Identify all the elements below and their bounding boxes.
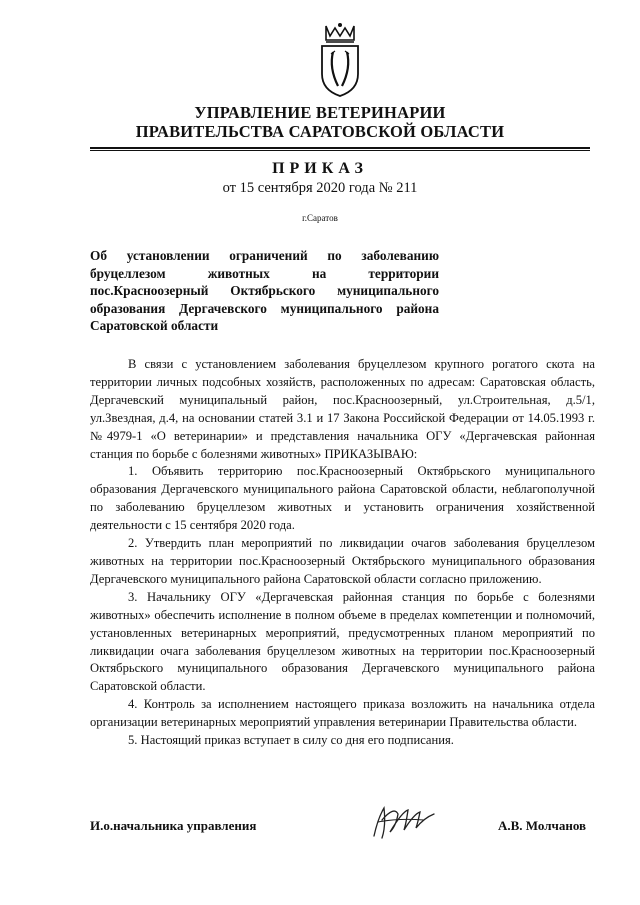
document-title: ПРИКАЗ: [272, 160, 368, 177]
header-divider-thin: [90, 150, 590, 151]
header-divider: [90, 147, 590, 149]
preamble-paragraph: В связи с установлением заболевания бруцеллезом крупного рогатого скота на территории личных подсобных хозяйств, расположенных по адресам: Саратовская область, Дергачевский муниципальный район, пос.Красноозерный, ул.Строительная, д.5/1, ул.Звездная, д.4, на основании статей 3.1 и 17 Закона Российской Федерации от 14.05.1993 г. №4979-1 «О ветеринарии» и представления начальника ОГУ «Дергачевская районная станция по борьбе с болезнями животных» ПРИКАЗЫВАЮ:: [90, 357, 595, 461]
order-body: [90, 356, 595, 750]
organization-name-line1: УПРАВЛЕНИЕ ВЕТЕРИНАРИИ: [194, 103, 446, 122]
order-item-3: 3. Начальнику ОГУ «Дергачевская районная станция по борьбе с болезнями животных» обеспечить исполнение в полном объеме в пределах компетенции и полномочий, установленных ветеринарных мероприятий, предусмотренных планом мероприятий по ликвидации очага заболевания бруцеллезом животных на территории пос.Красноозерный Октябрьского муниципального образования Дергачевского муниципального района Саратовской области.: [90, 589, 595, 694]
subject-line: Саратовской области: [90, 318, 219, 333]
order-subject: [90, 247, 439, 335]
signatory-name: А.В. Молчанов: [498, 818, 587, 833]
subject-line: Об установлении ограничений по заболеванию: [90, 248, 439, 263]
handwritten-signature: [368, 800, 438, 842]
subject-line: образования Дергачевского муниципального района: [90, 300, 439, 316]
order-item-5: 5. Настоящий приказ вступает в силу со дня его подписания.: [128, 733, 454, 748]
order-item-4: 4. Контроль за исполнением настоящего приказа возложить на начальника отдела организации ветеринарных мероприятий управления ветеринарии Правительства области.: [90, 697, 595, 730]
coat-of-arms-icon: [318, 22, 362, 98]
order-item-1: 1. Объявить территорию пос.Красноозерный Октябрьского муниципального образования Дергачевского муниципального района Саратовской области, неблагополучной по заболеванию бруцеллезом животных и установить ограничения хозяйственной деятельности с 15 сентября 2020 года.: [90, 464, 595, 533]
order-item-2: 2. Утвердить план мероприятий по ликвидации очагов заболевания бруцеллезом животных на территории пос.Красноозерный Октябрьского муниципального образования Дергачевского муниципального района Саратовской области согласно приложению.: [90, 536, 595, 586]
subject-line: пос.Красноозерный Октябрьского муниципального: [90, 283, 439, 298]
order-city: г.Саратов: [302, 213, 338, 223]
order-date-number: от 15 сентября 2020 года № 211: [222, 180, 418, 196]
subject-line: бруцеллезом животных на территории: [90, 265, 439, 281]
organization-name-line2: ПРАВИТЕЛЬСТВА САРАТОВСКОЙ ОБЛАСТИ: [135, 122, 505, 141]
signatory-position: И.о.начальника управления: [90, 818, 257, 833]
